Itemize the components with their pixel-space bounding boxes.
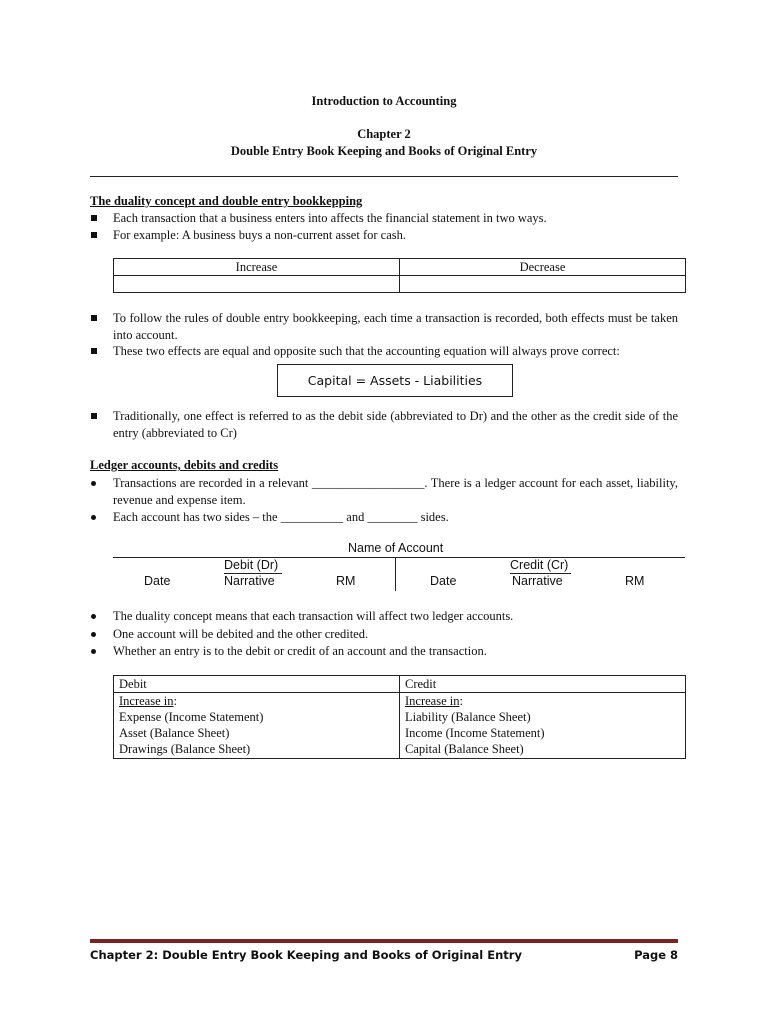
debit-credit-rules-table <box>113 675 686 759</box>
bullet-text: Each transaction that a business enters into affects the financial statement in two ways. <box>113 211 547 225</box>
page-number: Page 8 <box>634 948 678 962</box>
ledger-credit-rm: RM <box>625 574 645 588</box>
debit-increase-label: Increase in: <box>119 694 177 708</box>
credit-item: Income (Income Statement) <box>405 726 545 740</box>
section-heading-ledger: Ledger accounts, debits and credits <box>90 458 279 472</box>
rules-header-credit: Credit <box>400 676 686 693</box>
debit-item: Drawings (Balance Sheet) <box>119 742 251 756</box>
bullet-text: One account will be debited and the other credited. <box>113 627 369 641</box>
footer-chapter-title: Chapter 2: Double Entry Book Keeping and Books of Original Entry <box>90 948 522 962</box>
debit-item: Asset (Balance Sheet) <box>119 726 230 740</box>
bullet-item <box>90 475 678 508</box>
bullet-text: For example: A business buys a non-current asset for cash. <box>113 228 406 242</box>
chapter-number: Chapter 2 <box>357 127 411 141</box>
table-cell-empty <box>400 276 686 293</box>
bullet-item <box>90 227 678 244</box>
bullet-item <box>90 643 678 660</box>
bullet-text: These two effects are equal and opposite such that the accounting equation will always prove correct: <box>113 344 620 358</box>
ledger-top-line <box>113 557 685 558</box>
ledger-credit-narrative: Narrative <box>512 574 563 588</box>
rules-header-debit: Debit <box>114 676 400 693</box>
table-header-increase: Increase <box>114 259 400 276</box>
table-cell-empty <box>114 276 400 293</box>
bullet-item <box>90 310 678 343</box>
bullet-item <box>90 509 678 526</box>
credit-increase-label: Increase in: <box>405 694 463 708</box>
rules-debit-cell <box>114 693 400 759</box>
ledger-center-line <box>395 557 396 591</box>
increase-decrease-table <box>113 258 686 293</box>
bullet-text: Transactions are recorded in a relevant __________________. There is a ledger account for each asset, liability, revenue and expense item. <box>113 476 678 507</box>
ledger-credit-header: Credit (Cr) <box>510 558 569 572</box>
accounting-equation-box: Capital = Assets - Liabilities <box>277 364 513 397</box>
table-header-decrease: Decrease <box>400 259 686 276</box>
header-divider <box>90 176 678 177</box>
bullet-item <box>90 343 678 360</box>
ledger-credit-date: Date <box>430 574 457 588</box>
bullet-item <box>90 408 678 441</box>
bullet-text: To follow the rules of double entry bookkeeping, each time a transaction is recorded, both effects must be taken into account. <box>113 311 678 342</box>
debit-item: Expense (Income Statement) <box>119 710 264 724</box>
bullet-text: Traditionally, one effect is referred to as the debit side (abbreviated to Dr) and the other as the credit side of the entry (abbreviated to Cr) <box>113 409 678 440</box>
chapter-title: Double Entry Book Keeping and Books of Original Entry <box>230 144 538 158</box>
ledger-account-name: Name of Account <box>348 541 444 555</box>
ledger-debit-rm: RM <box>336 574 356 588</box>
credit-item: Capital (Balance Sheet) <box>405 742 524 756</box>
ledger-debit-narrative: Narrative <box>224 574 275 588</box>
ledger-debit-date: Date <box>144 574 171 588</box>
footer-divider <box>90 939 678 943</box>
bullet-text: Each account has two sides – the __________ and ________ sides. <box>113 510 449 524</box>
ledger-debit-header: Debit (Dr) <box>224 558 279 572</box>
rules-credit-cell <box>400 693 686 759</box>
bullet-item <box>90 210 678 227</box>
credit-item: Liability (Balance Sheet) <box>405 710 531 724</box>
bullet-item <box>90 608 678 625</box>
bullet-text: Whether an entry is to the debit or credit of an account and the transaction. <box>113 644 487 658</box>
course-title: Introduction to Accounting <box>311 94 457 108</box>
section-heading-duality: The duality concept and double entry bookkepping <box>90 194 363 208</box>
bullet-item <box>90 626 678 643</box>
bullet-text: The duality concept means that each transaction will affect two ledger accounts. <box>113 609 514 623</box>
